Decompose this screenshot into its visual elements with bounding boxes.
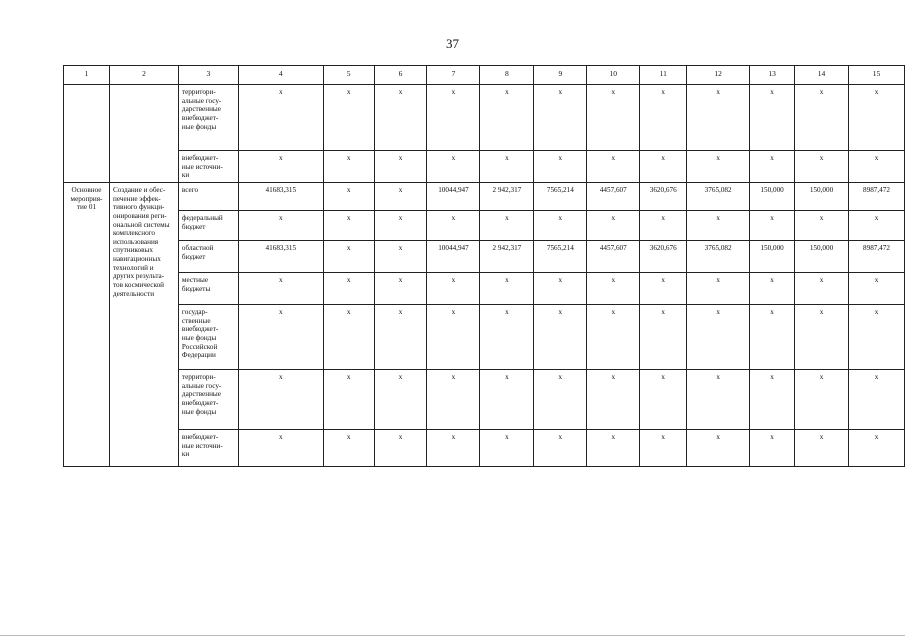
value-cell: x	[323, 273, 374, 305]
value-cell: 150,000	[750, 241, 795, 273]
value-cell: x	[480, 211, 534, 241]
column-header-14: 14	[795, 66, 849, 85]
column-header-10: 10	[587, 66, 640, 85]
funding-source-cell: территори- альные госу- дарственные внебюджет- ные фонды	[178, 85, 238, 151]
value-cell: x	[848, 305, 904, 370]
value-cell: 3620,676	[640, 241, 687, 273]
value-cell: x	[427, 305, 480, 370]
value-cell: 4457,607	[587, 183, 640, 211]
value-cell: x	[323, 151, 374, 183]
value-cell: x	[480, 370, 534, 430]
column-header-9: 9	[534, 66, 587, 85]
value-cell: x	[687, 273, 750, 305]
value-cell: x	[848, 273, 904, 305]
value-cell: x	[587, 211, 640, 241]
value-cell: x	[687, 151, 750, 183]
funding-source-cell: государ- ственные внебюджет- ные фонды Российской Федерации	[178, 305, 238, 370]
column-header-5: 5	[323, 66, 374, 85]
column-header-13: 13	[750, 66, 795, 85]
value-cell: x	[534, 211, 587, 241]
value-cell: x	[587, 151, 640, 183]
value-cell: x	[374, 151, 427, 183]
table-row	[64, 305, 905, 370]
value-cell: x	[534, 273, 587, 305]
value-cell: x	[750, 305, 795, 370]
value-cell: x	[374, 430, 427, 467]
value-cell: x	[640, 85, 687, 151]
value-cell: x	[587, 85, 640, 151]
value-cell: x	[640, 151, 687, 183]
page-number: 37	[446, 36, 459, 51]
value-cell: x	[480, 85, 534, 151]
funding-source-cell: федеральный бюджет	[178, 211, 238, 241]
value-cell: x	[848, 85, 904, 151]
value-cell: x	[587, 370, 640, 430]
value-cell: x	[323, 211, 374, 241]
value-cell: x	[795, 85, 849, 151]
table-row	[64, 273, 905, 305]
value-cell: x	[640, 430, 687, 467]
value-cell: x	[323, 241, 374, 273]
value-cell: x	[427, 273, 480, 305]
value-cell: 4457,607	[587, 241, 640, 273]
value-cell: x	[238, 211, 323, 241]
value-cell: x	[534, 305, 587, 370]
value-cell: x	[374, 183, 427, 211]
funding-source-cell: областной бюджет	[178, 241, 238, 273]
funding-source-cell: внебюджет- ные источни- ки	[178, 151, 238, 183]
column-header-7: 7	[427, 66, 480, 85]
table-row	[64, 211, 905, 241]
column-header-8: 8	[480, 66, 534, 85]
value-cell: x	[427, 85, 480, 151]
funding-source-cell: всего	[178, 183, 238, 211]
value-cell: x	[687, 370, 750, 430]
value-cell: x	[323, 183, 374, 211]
value-cell: x	[374, 370, 427, 430]
value-cell: x	[238, 85, 323, 151]
value-cell: 8987,472	[848, 183, 904, 211]
value-cell: x	[848, 370, 904, 430]
column-header-12: 12	[687, 66, 750, 85]
value-cell: 10044,947	[427, 183, 480, 211]
value-cell: x	[238, 151, 323, 183]
value-cell: x	[848, 151, 904, 183]
value-cell: x	[238, 305, 323, 370]
value-cell: x	[238, 370, 323, 430]
table-row	[64, 430, 905, 467]
funding-source-cell: территори- альные госу- дарственные внебюджет- ные фонды	[178, 370, 238, 430]
value-cell: 2 942,317	[480, 183, 534, 211]
value-cell: x	[323, 370, 374, 430]
event-name-cell: Создание и обес- печение эффек- тивного функци- онирования реги- ональной системы комплексного использования спутниковых навигационных технологий и других результа- тов космической деятельности	[109, 183, 178, 467]
event-code-cell: Основное мероприя- тие 01	[64, 183, 110, 467]
column-header-3: 3	[178, 66, 238, 85]
value-cell: x	[374, 273, 427, 305]
table-row	[64, 241, 905, 273]
value-cell: x	[750, 273, 795, 305]
value-cell: x	[640, 370, 687, 430]
column-header-6: 6	[374, 66, 427, 85]
table-row	[64, 85, 905, 151]
value-cell: 10044,947	[427, 241, 480, 273]
column-header-11: 11	[640, 66, 687, 85]
table-row	[64, 370, 905, 430]
table-row	[64, 151, 905, 183]
value-cell: x	[374, 305, 427, 370]
value-cell: x	[795, 305, 849, 370]
value-cell: x	[687, 305, 750, 370]
value-cell: x	[323, 430, 374, 467]
value-cell: x	[587, 430, 640, 467]
table-body	[64, 85, 905, 467]
value-cell: x	[687, 211, 750, 241]
budget-table	[63, 65, 905, 467]
column-header-2: 2	[109, 66, 178, 85]
value-cell: 150,000	[795, 241, 849, 273]
column-header-1: 1	[64, 66, 110, 85]
value-cell: x	[795, 370, 849, 430]
value-cell: x	[587, 305, 640, 370]
value-cell: x	[848, 430, 904, 467]
value-cell: x	[427, 370, 480, 430]
value-cell: x	[323, 305, 374, 370]
table-row	[64, 183, 905, 211]
value-cell: x	[427, 430, 480, 467]
value-cell: x	[480, 430, 534, 467]
value-cell: x	[750, 151, 795, 183]
value-cell: 3765,082	[687, 183, 750, 211]
value-cell: 3620,676	[640, 183, 687, 211]
value-cell: x	[795, 211, 849, 241]
value-cell: 8987,472	[848, 241, 904, 273]
value-cell: x	[795, 273, 849, 305]
value-cell: x	[750, 211, 795, 241]
value-cell: x	[374, 211, 427, 241]
value-cell: 41683,315	[238, 183, 323, 211]
column-header-4: 4	[238, 66, 323, 85]
value-cell: x	[750, 370, 795, 430]
value-cell: x	[427, 151, 480, 183]
value-cell: x	[640, 211, 687, 241]
value-cell: x	[687, 85, 750, 151]
value-cell: x	[238, 273, 323, 305]
value-cell: 2 942,317	[480, 241, 534, 273]
value-cell: x	[238, 430, 323, 467]
value-cell: x	[687, 430, 750, 467]
header-row	[64, 66, 905, 85]
value-cell: 7565,214	[534, 183, 587, 211]
value-cell: x	[534, 151, 587, 183]
value-cell: x	[480, 151, 534, 183]
value-cell: x	[750, 430, 795, 467]
funding-source-cell: внебюджет- ные источни- ки	[178, 430, 238, 467]
value-cell: x	[640, 305, 687, 370]
value-cell: 7565,214	[534, 241, 587, 273]
value-cell: 3765,082	[687, 241, 750, 273]
value-cell: x	[795, 151, 849, 183]
value-cell: x	[587, 273, 640, 305]
value-cell: x	[534, 85, 587, 151]
continued-code-cell	[64, 85, 110, 183]
value-cell: x	[640, 273, 687, 305]
value-cell: 41683,315	[238, 241, 323, 273]
value-cell: x	[480, 273, 534, 305]
value-cell: x	[795, 430, 849, 467]
value-cell: x	[848, 211, 904, 241]
value-cell: x	[374, 241, 427, 273]
value-cell: x	[750, 85, 795, 151]
page-bottom-edge	[0, 635, 905, 636]
column-header-15: 15	[848, 66, 904, 85]
value-cell: x	[534, 370, 587, 430]
value-cell: 150,000	[795, 183, 849, 211]
value-cell: x	[480, 305, 534, 370]
funding-source-cell: местные бюджеты	[178, 273, 238, 305]
value-cell: x	[427, 211, 480, 241]
value-cell: 150,000	[750, 183, 795, 211]
continued-name-cell	[109, 85, 178, 183]
value-cell: x	[323, 85, 374, 151]
value-cell: x	[374, 85, 427, 151]
value-cell: x	[534, 430, 587, 467]
